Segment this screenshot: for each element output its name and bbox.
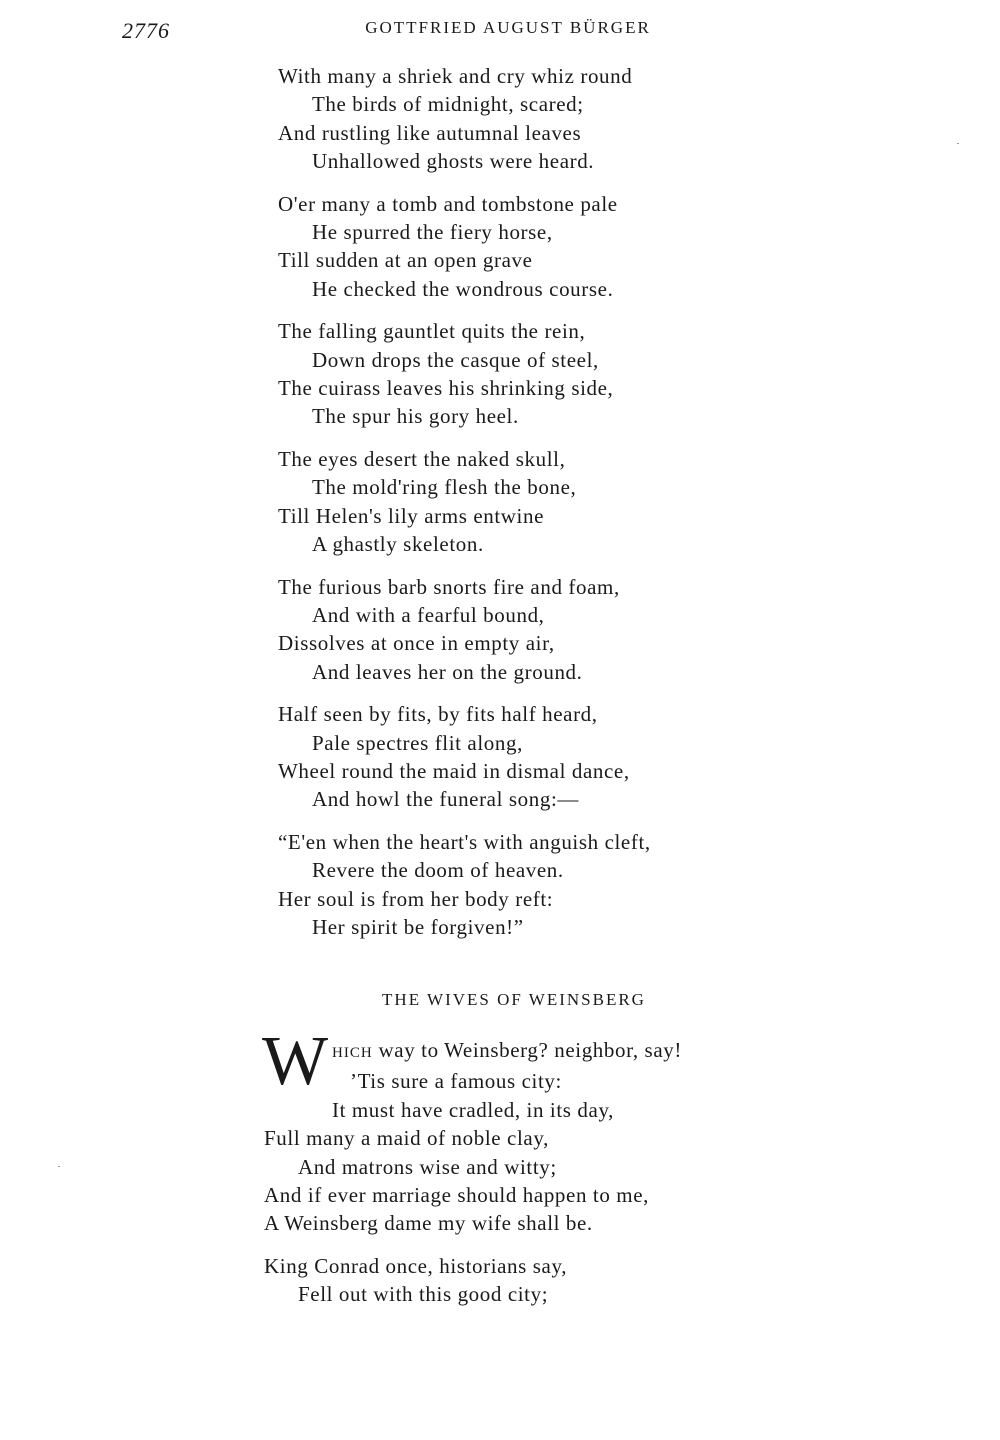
verse-line-text: way to Weinsberg? neighbor, say!	[372, 1038, 682, 1062]
poem-wives-of-weinsberg	[0, 1036, 1000, 1323]
poem-title: THE WIVES OF WEINSBERG	[382, 990, 646, 1009]
verse-line: Pale spectres flit along,	[312, 730, 523, 755]
verse-line: O'er many a tomb and tombstone pale	[278, 191, 618, 216]
verse-line: And rustling like autumnal leaves	[278, 120, 582, 145]
running-head: GOTTFRIED AUGUST BÜRGER	[365, 18, 651, 37]
stanza	[0, 700, 1000, 814]
verse-line: The falling gauntlet quits the rein,	[278, 319, 586, 344]
verse-line	[0, 1036, 1000, 1067]
verse-line: And with a fearful bound,	[312, 602, 545, 627]
verse-line: It must have cradled, in its day,	[332, 1097, 615, 1122]
verse-line: He spurred the fiery horse,	[312, 220, 553, 245]
stanza	[0, 573, 1000, 687]
verse-line: The birds of midnight, scared;	[312, 92, 584, 117]
verse-line: Half seen by fits, by fits half heard,	[278, 702, 598, 727]
verse-line: Till Helen's lily arms entwine	[278, 503, 544, 528]
verse-line: Revere the doom of heaven.	[312, 858, 564, 883]
verse-line: Unhallowed ghosts were heard.	[312, 149, 595, 174]
verse-line: Her spirit be forgiven!”	[312, 914, 524, 939]
verse-line: And if ever marriage should happen to me,	[264, 1183, 649, 1208]
verse-line: A ghastly skeleton.	[312, 532, 484, 557]
small-caps-word: HICH	[332, 1045, 373, 1061]
stanza	[0, 1252, 1000, 1309]
verse-line: Down drops the casque of steel,	[312, 347, 599, 372]
verse-line: Fell out with this good city;	[298, 1282, 549, 1307]
drop-cap: W	[262, 1023, 329, 1100]
verse-line: A Weinsberg dame my wife shall be.	[264, 1211, 593, 1236]
verse-line: ’Tis sure a famous city:	[350, 1069, 562, 1094]
verse-line: The furious barb snorts fire and foam,	[278, 574, 620, 599]
verse-line: Wheel round the maid in dismal dance,	[278, 758, 630, 783]
page-number: 2776	[122, 18, 170, 43]
verse-line: Till sudden at an open grave	[278, 248, 533, 273]
verse-line: Full many a maid of noble clay,	[264, 1126, 549, 1151]
verse-line: With many a shriek and cry whiz round	[278, 64, 633, 88]
verse-line: “E'en when the heart's with anguish cleft,	[278, 829, 651, 854]
stanza	[0, 828, 1000, 942]
verse-line: The spur his gory heel.	[312, 404, 519, 429]
verse-line: And howl the funeral song:—	[312, 787, 579, 812]
verse-line: Dissolves at once in empty air,	[278, 631, 555, 656]
verse-line: And leaves her on the ground.	[312, 659, 583, 684]
poem-leonora-excerpt	[0, 62, 1000, 955]
stanza	[0, 62, 1000, 176]
verse-line: The cuirass leaves his shrinking side,	[278, 376, 614, 401]
stanza	[0, 317, 1000, 431]
stanza	[0, 445, 1000, 559]
margin-speck	[58, 1166, 60, 1167]
verse-line: He checked the wondrous course.	[312, 276, 614, 301]
stanza	[0, 1036, 1000, 1238]
verse-line: The mold'ring flesh the bone,	[312, 475, 577, 500]
stanza	[0, 190, 1000, 304]
verse-line: And matrons wise and witty;	[298, 1154, 557, 1179]
verse-line: King Conrad once, historians say,	[264, 1253, 568, 1278]
verse-line: The eyes desert the naked skull,	[278, 446, 566, 471]
verse-line: Her soul is from her body reft:	[278, 886, 554, 911]
margin-speck	[957, 143, 959, 144]
